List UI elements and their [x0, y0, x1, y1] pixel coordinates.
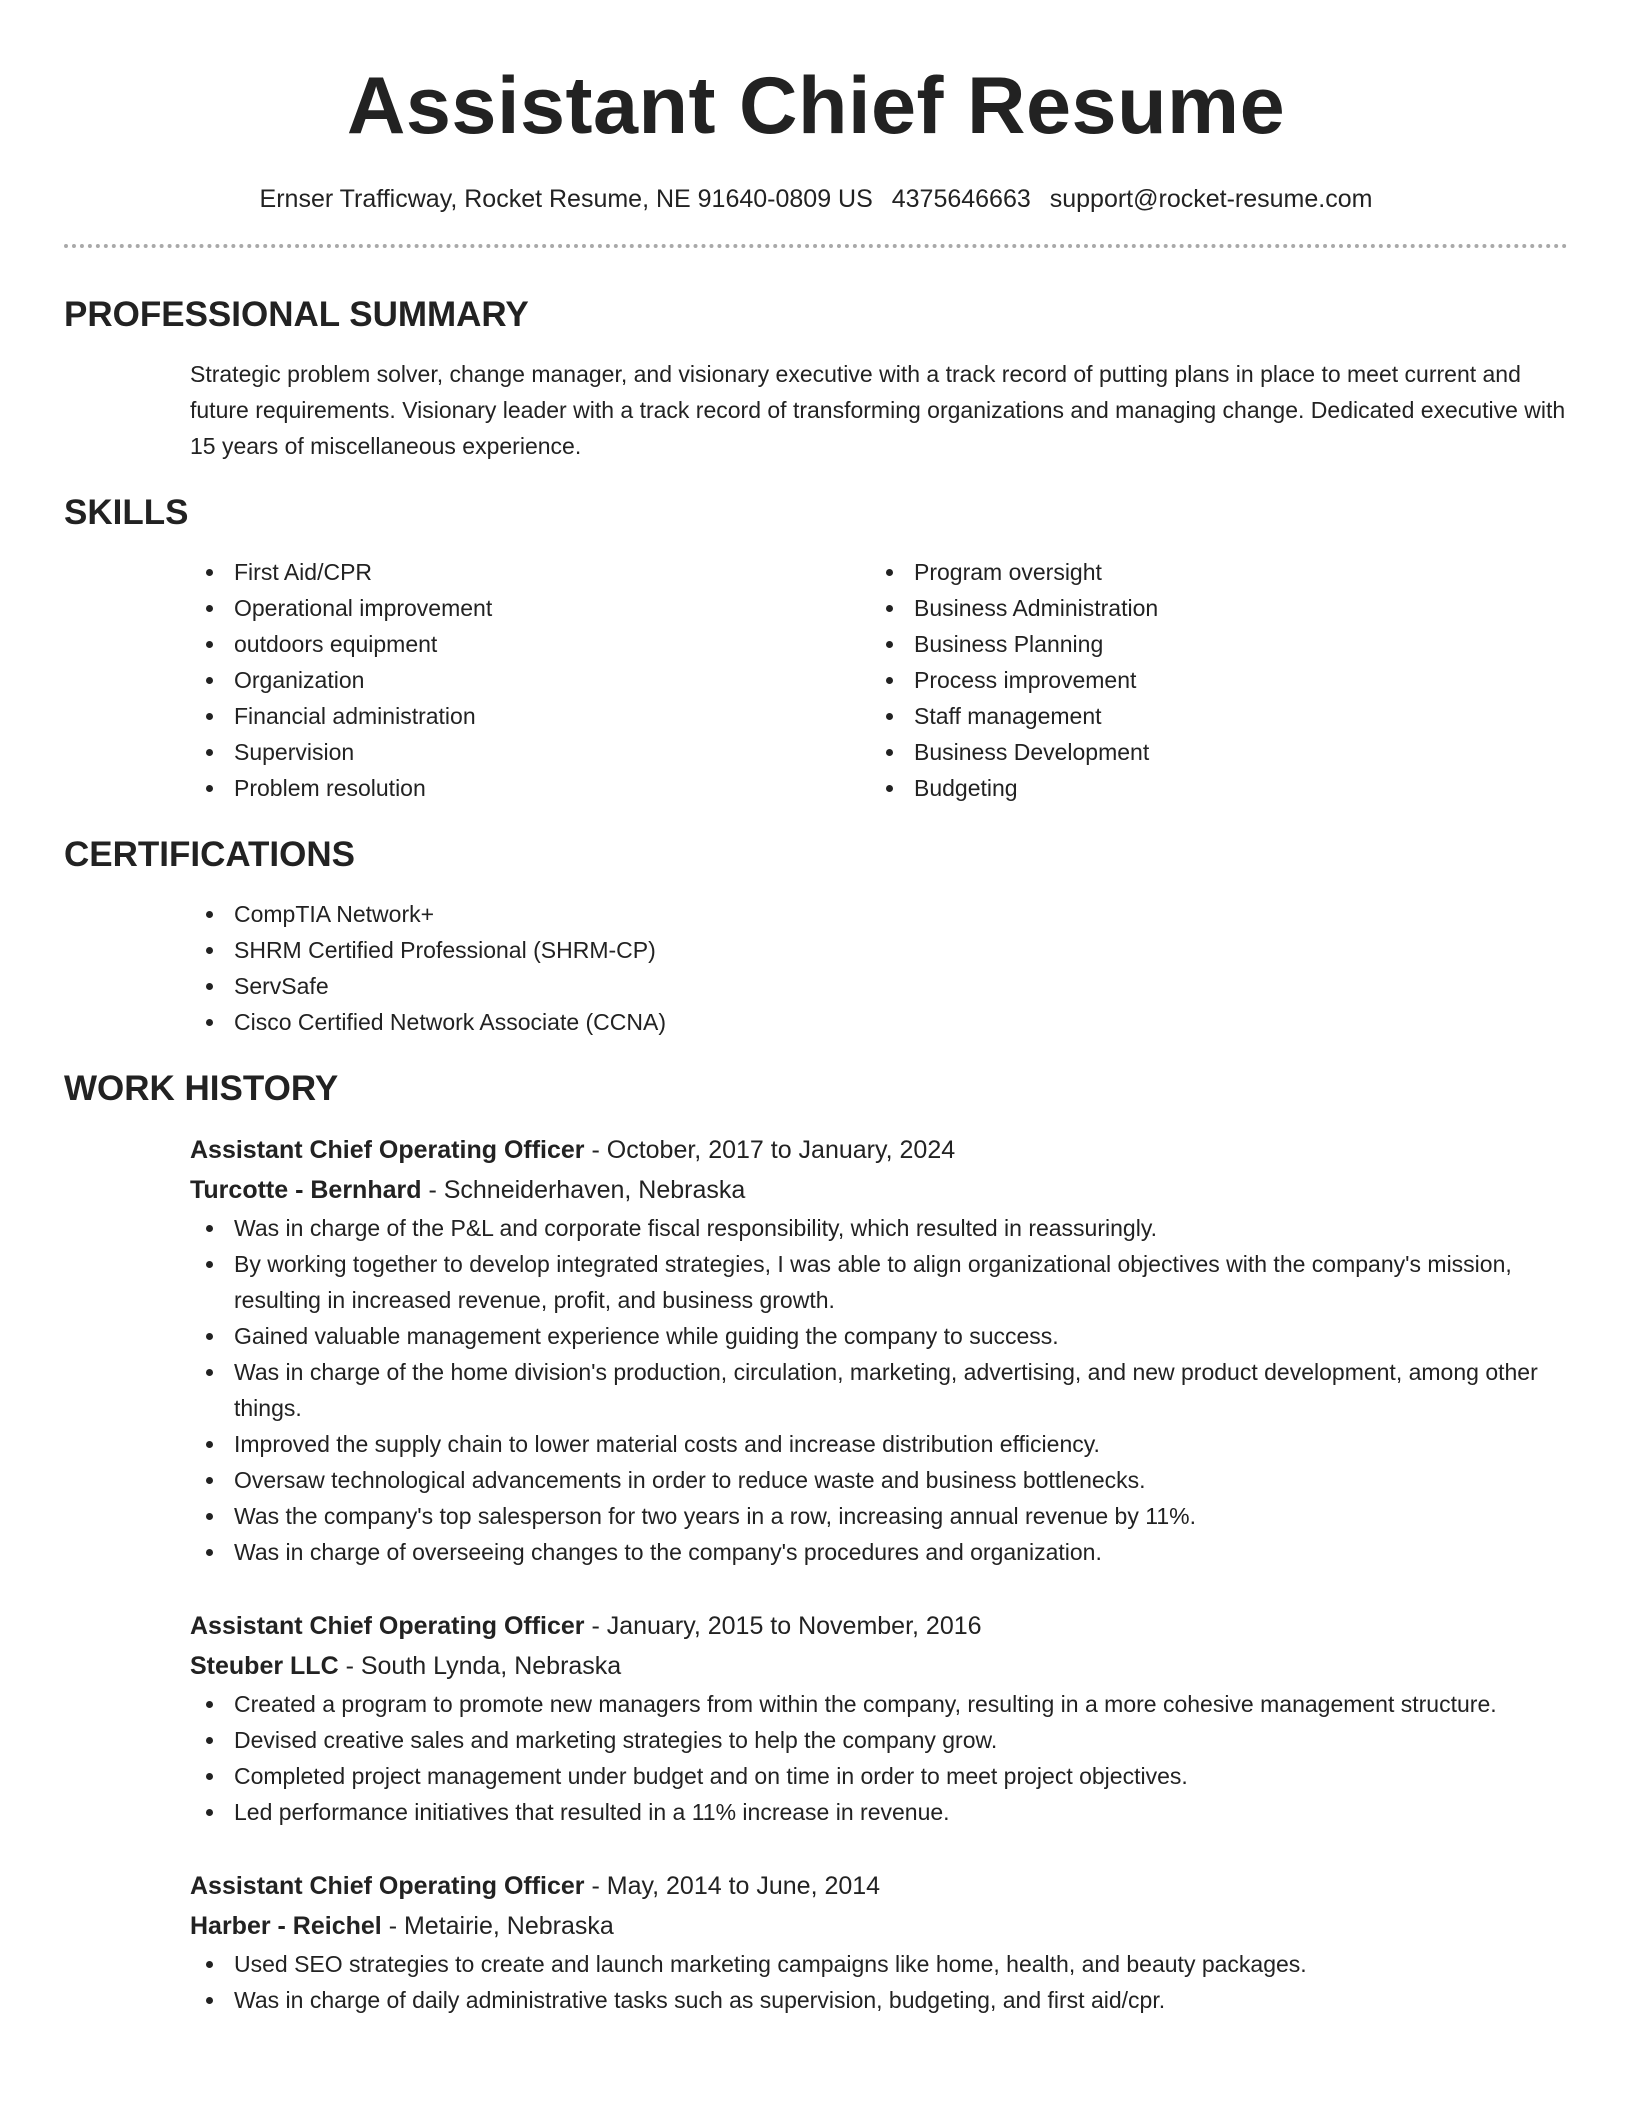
- contact-phone: 4375646663: [891, 185, 1031, 213]
- summary-section: [64, 294, 1568, 464]
- certification-item: Cisco Certified Network Associate (CCNA): [190, 1004, 1568, 1040]
- job-role-line: Assistant Chief Operating Officer - May, 2014 to June, 2014: [190, 1872, 881, 1900]
- skill-item: Program oversight: [870, 554, 1550, 590]
- job-company: Turcotte - Bernhard: [190, 1176, 422, 1204]
- skill-item: Budgeting: [870, 770, 1550, 806]
- job-company-line: Steuber LLC - South Lynda, Nebraska: [190, 1652, 622, 1680]
- job-bullet: Was in charge of the home division's production, circulation, marketing, advertising, and new product development, among other things.: [190, 1354, 1568, 1426]
- job-dates: October, 2017 to January, 2024: [606, 1136, 956, 1164]
- skill-item: outdoors equipment: [190, 626, 870, 662]
- summary-heading: PROFESSIONAL SUMMARY: [64, 295, 529, 334]
- contact-email: support@rocket-resume.com: [1049, 185, 1373, 213]
- job-bullet: Devised creative sales and marketing strategies to help the company grow.: [190, 1722, 1568, 1758]
- job-bullet: Was in charge of overseeing changes to the company's procedures and organization.: [190, 1534, 1568, 1570]
- contact-line: [64, 184, 1568, 214]
- job-bullet: Completed project management under budget and on time in order to meet project objectives.: [190, 1758, 1568, 1794]
- job-company-line: Harber - Reichel - Metairie, Nebraska: [190, 1912, 614, 1940]
- skill-item: Organization: [190, 662, 870, 698]
- contact-address: Ernser Trafficway, Rocket Resume, NE 91640-0809 US: [259, 185, 873, 213]
- skill-item: Business Development: [870, 734, 1550, 770]
- job-dates: May, 2014 to June, 2014: [606, 1872, 881, 1900]
- skill-item: Financial administration: [190, 698, 870, 734]
- job-role: Assistant Chief Operating Officer: [190, 1872, 585, 1900]
- skills-heading: SKILLS: [64, 493, 189, 532]
- job-entry: [190, 1866, 1568, 2018]
- certifications-section: [64, 834, 1568, 1040]
- job-role: Assistant Chief Operating Officer: [190, 1612, 585, 1640]
- job-location: Metairie, Nebraska: [403, 1912, 614, 1940]
- job-bullet: Used SEO strategies to create and launch marketing campaigns like home, health, and beauty packages.: [190, 1946, 1568, 1982]
- job-bullet: Gained valuable management experience while guiding the company to success.: [190, 1318, 1568, 1354]
- job-location: Schneiderhaven, Nebraska: [443, 1176, 746, 1204]
- job-role-line: Assistant Chief Operating Officer - January, 2015 to November, 2016: [190, 1612, 982, 1640]
- certifications-heading: CERTIFICATIONS: [64, 835, 356, 874]
- skill-item: Operational improvement: [190, 590, 870, 626]
- job-role-line: Assistant Chief Operating Officer - October, 2017 to January, 2024: [190, 1136, 956, 1164]
- skill-item: Staff management: [870, 698, 1550, 734]
- job-bullet: Oversaw technological advancements in order to reduce waste and business bottlenecks.: [190, 1462, 1568, 1498]
- job-bullets: [190, 1210, 1568, 1570]
- skills-left-list: [190, 554, 870, 806]
- resume-header: [64, 0, 1568, 214]
- header-divider: [64, 244, 1568, 248]
- work-history-heading: WORK HISTORY: [64, 1069, 339, 1108]
- skills-section: [64, 492, 1568, 806]
- certification-item: ServSafe: [190, 968, 1568, 1004]
- job-bullet: By working together to develop integrated strategies, I was able to align organizational objectives with the company's mission, resulting in increased revenue, profit, and business growth.: [190, 1246, 1568, 1318]
- job-company: Steuber LLC: [190, 1652, 339, 1680]
- certification-item: CompTIA Network+: [190, 896, 1568, 932]
- certification-item: SHRM Certified Professional (SHRM-CP): [190, 932, 1568, 968]
- job-bullet: Was the company's top salesperson for two years in a row, increasing annual revenue by 11%.: [190, 1498, 1568, 1534]
- resume-page: [64, 0, 1568, 2054]
- skill-item: Process improvement: [870, 662, 1550, 698]
- job-entry: [190, 1606, 1568, 1830]
- skills-right-list: [870, 554, 1550, 806]
- job-bullet: Improved the supply chain to lower material costs and increase distribution efficiency.: [190, 1426, 1568, 1462]
- job-role: Assistant Chief Operating Officer: [190, 1136, 585, 1164]
- skill-item: Supervision: [190, 734, 870, 770]
- summary-text: Strategic problem solver, change manager, and visionary executive with a track record of putting plans in place to meet current and future requirements. Visionary leader with a track record of transforming organizations and managing change. Dedicated executive with 15 years of miscellaneous experience.: [190, 361, 1566, 459]
- job-dates: January, 2015 to November, 2016: [606, 1612, 982, 1640]
- job-bullets: [190, 1946, 1568, 2018]
- skill-item: Business Administration: [870, 590, 1550, 626]
- job-bullet: Led performance initiatives that resulted in a 11% increase in revenue.: [190, 1794, 1568, 1830]
- job-bullets: [190, 1686, 1568, 1830]
- skills-columns: [190, 554, 1568, 806]
- certifications-list: [190, 896, 1568, 1040]
- skill-item: First Aid/CPR: [190, 554, 870, 590]
- resume-title: Assistant Chief Resume: [346, 61, 1286, 151]
- skill-item: Problem resolution: [190, 770, 870, 806]
- job-bullet: Created a program to promote new managers from within the company, resulting in a more cohesive management structure.: [190, 1686, 1568, 1722]
- job-location: South Lynda, Nebraska: [360, 1652, 622, 1680]
- job-company-line: Turcotte - Bernhard - Schneiderhaven, Nebraska: [190, 1176, 746, 1204]
- work-history-section: [64, 1068, 1568, 2018]
- job-bullet: Was in charge of the P&L and corporate fiscal responsibility, which resulted in reassuringly.: [190, 1210, 1568, 1246]
- job-list: [190, 1130, 1568, 2018]
- job-bullet: Was in charge of daily administrative tasks such as supervision, budgeting, and first aid/cpr.: [190, 1982, 1568, 2018]
- skill-item: Business Planning: [870, 626, 1550, 662]
- job-company: Harber - Reichel: [190, 1912, 382, 1940]
- job-entry: [190, 1130, 1568, 1570]
